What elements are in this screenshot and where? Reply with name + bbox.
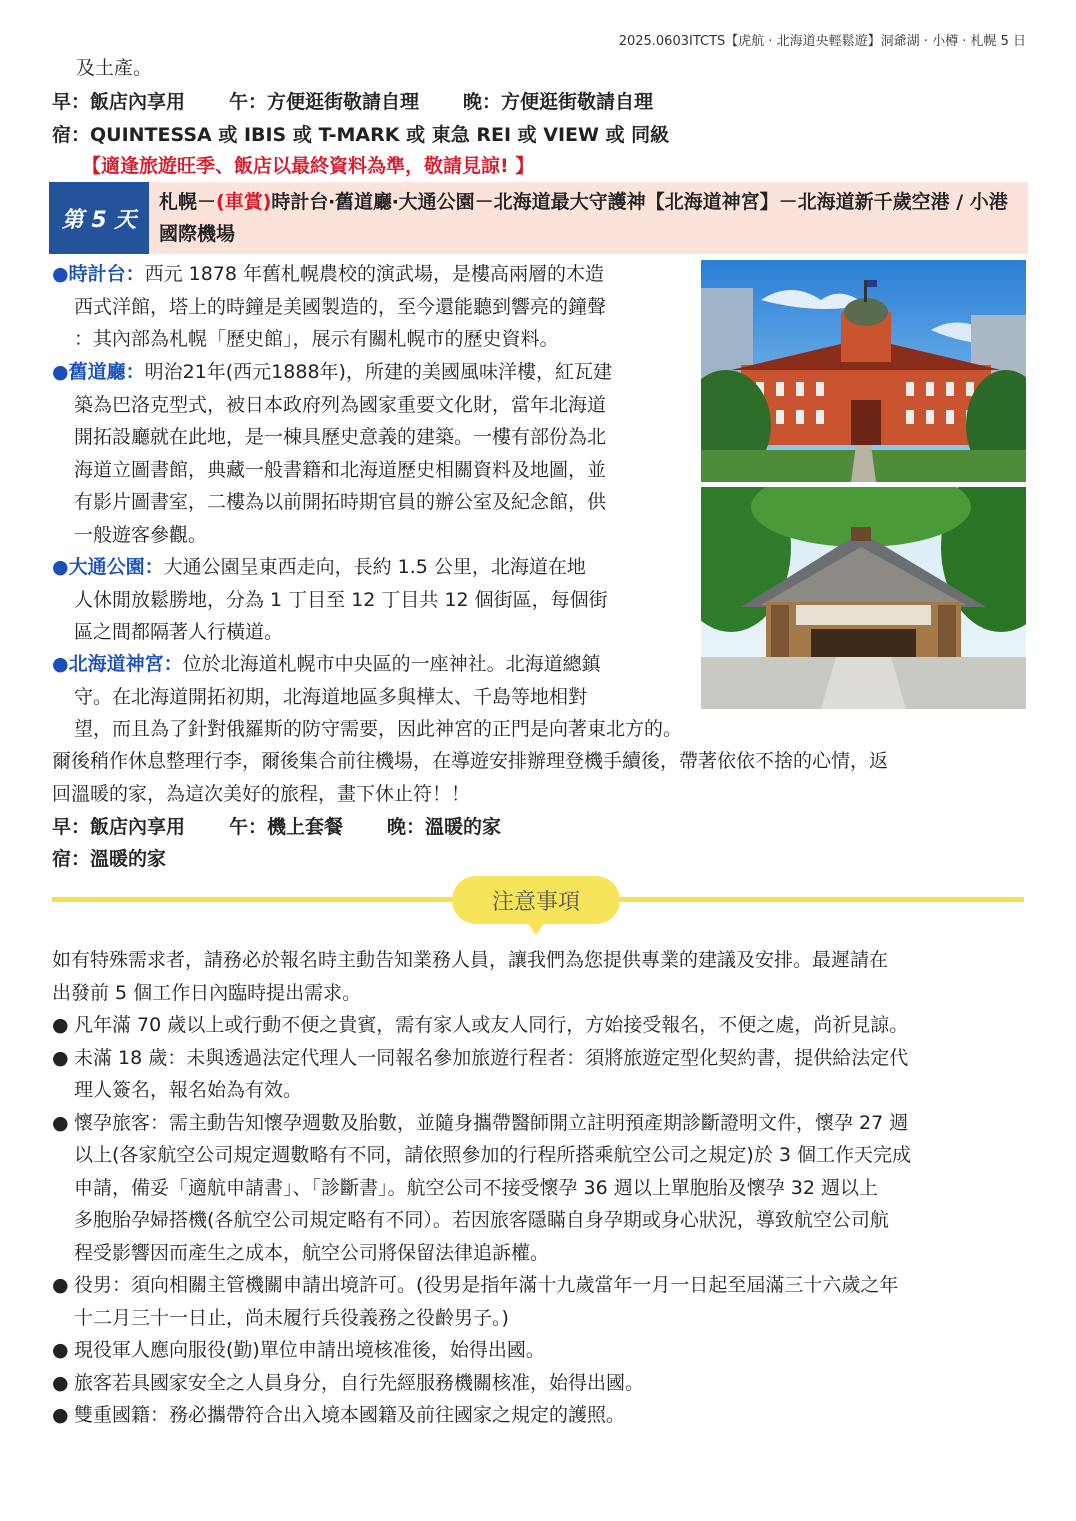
notice-item — [52, 1399, 1030, 1432]
attraction-name: ●時計台： — [52, 263, 145, 285]
notice-item-line: 役男：須向相關主管機關申請出境許可。(役男是指年滿十九歲當年一月一日起至屆滿三十六歲之年 — [74, 1274, 899, 1296]
lunch-label: 午：方便逛街敬請自理 — [229, 91, 420, 113]
attraction-line: ：其內部為札幌「歷史館」，展示有關札幌市的歷史資料。 — [74, 328, 559, 350]
notice-item — [52, 1334, 1030, 1367]
notice-item-line: 雙重國籍：務必攜帶符合出入境本國籍及前往國家之規定的護照。 — [74, 1404, 626, 1426]
notice-pill-tail — [526, 921, 546, 935]
notice-item-line: 凡年滿 70 歲以上或行動不便之貴賓，需有家人或友人同行，方始接受報名，不便之處，尚祈見諒。 — [74, 1014, 909, 1036]
notice-item-line: 申請，備妥「適航申請書」、「診斷書」。航空公司不接受懷孕 36 週以上單胞胎及懷孕 32 週以上 — [74, 1176, 879, 1199]
notice-item — [52, 1269, 1030, 1334]
bullet-icon: ● — [52, 1111, 69, 1134]
prev-day-hotel: 宿：QUINTESSA 或 IBIS 或 T-MARK 或 東急 REI 或 VIEW 或 同級 — [52, 124, 670, 146]
notice-item — [52, 1107, 1030, 1270]
attraction-line: 大通公園呈東西走向，長約 1.5 公里，北海道在地 — [163, 556, 586, 578]
attraction-clock-tower — [52, 258, 692, 356]
lunch-label: 午：機上套餐 — [229, 816, 344, 838]
notice-item-line: 現役軍人應向服役(勤)單位申請出境核准後，始得出國。 — [74, 1339, 545, 1361]
attraction-name: ●大通公園： — [52, 556, 164, 578]
notice-item-line: 未滿 18 歲：未與透過法定代理人一同報名參加旅遊行程者：須將旅遊定型化契約書，提供給法定代 — [74, 1046, 909, 1069]
notice-list — [52, 944, 1030, 1432]
notice-intro-line: 如有特殊需求者，請務必於報名時主動告知業務人員，讓我們為您提供專業的建議及安排。最遲請在 — [52, 949, 889, 971]
attraction-name: ●舊道廳： — [52, 361, 145, 383]
day-title-prefix: 札幌－ — [159, 191, 217, 213]
prev-day-tail-text: 及土產。 — [76, 57, 153, 79]
day-5-hotel: 宿：溫暖的家 — [52, 848, 167, 870]
attraction-line: 守。在北海道開拓初期，北海道地區多與樺太、千島等地相對 — [74, 685, 588, 708]
notice-item — [52, 1367, 1030, 1400]
breakfast-label: 早：飯店內享用 — [52, 91, 186, 113]
attraction-line: 人休閒放鬆勝地，分為 1 丁目至 12 丁目共 12 個街區，每個街 — [74, 588, 608, 611]
document-code-header: 2025.0603ITCTS【虎航 · 北海道央輕鬆遊】洞爺湖 · 小樽 · 札幌 5 日 — [618, 34, 1026, 49]
attraction-line: 一般遊客參觀。 — [74, 523, 208, 546]
hotel-notice: 【適逢旅遊旺季、飯店以最終資料為準，敬請見諒! 】 — [82, 155, 535, 177]
closing-line-2: 回溫暖的家，為這次美好的旅程，畫下休止符！！ — [52, 783, 471, 805]
day-5-banner — [49, 182, 1028, 254]
breakfast-label: 早：飯店內享用 — [52, 816, 186, 838]
attraction-line: 望，而且為了針對俄羅斯的防守需要，因此神宮的正門是向著東北方的。 — [74, 718, 683, 740]
bullet-icon: ● — [52, 1339, 69, 1361]
day-title-rest: 時計台‧舊道廳‧大通公園－北海道最大守護神【北海道神宮】－北海道新千歲空港 / 小港國際機場 — [159, 191, 1008, 245]
notice-item-line: 以上(各家航空公司規定週數略有不同，請依照參加的行程所搭乘航空公司之規定)於 3 個工作天完成 — [74, 1144, 911, 1166]
bullet-icon: ● — [52, 1014, 69, 1036]
hokkaido-shrine-photo — [701, 487, 1026, 709]
bullet-icon: ● — [52, 1404, 69, 1426]
notice-item — [52, 1042, 1030, 1107]
notice-item-line: 懷孕旅客：需主動告知懷孕週數及胎數，並隨身攜帶醫師開立註明預產期診斷證明文件，懷孕 27 週 — [74, 1111, 909, 1134]
day-title-tag: (車賞) — [216, 191, 272, 213]
attraction-line: 明治21年(西元1888年)，所建的美國風味洋樓，紅瓦建 — [144, 361, 612, 383]
notice-item-line: 理人簽名，報名始為有效。 — [74, 1079, 303, 1101]
day-5-meals — [52, 811, 501, 843]
notice-item-line: 程受影響因而產生之成本，航空公司將保留法律追訴權。 — [74, 1241, 550, 1264]
day-badge: 第 5 天 — [49, 182, 149, 254]
bullet-icon: ● — [52, 1274, 69, 1296]
attraction-name: ●北海道神宮： — [52, 653, 183, 675]
notice-heading: 注意事項 — [452, 876, 620, 924]
dinner-label: 晚：溫暖的家 — [387, 816, 502, 838]
notice-intro — [52, 944, 1030, 1009]
notice-item-line: 十二月三十一日止，尚未履行兵役義務之役齡男子。) — [74, 1306, 509, 1329]
attraction-line: 西式洋館，塔上的時鐘是美國製造的，至今還能聽到響亮的鐘聲 — [74, 295, 607, 318]
prev-day-meals — [52, 86, 653, 118]
former-government-office-photo — [701, 260, 1026, 482]
attraction-line: 位於北海道札幌市中央區的一座神社。北海道總鎮 — [182, 653, 601, 675]
attraction-line: 西元 1878 年舊札幌農校的演武場，是樓高兩層的木造 — [144, 263, 605, 285]
attraction-line: 開拓設廳就在此地，是一棟具歷史意義的建築。一樓有部份為北 — [74, 426, 607, 448]
attraction-line: 區之間都隔著人行橫道。 — [74, 621, 284, 643]
notice-item — [52, 1009, 1030, 1042]
dinner-label: 晚：方便逛街敬請自理 — [463, 91, 654, 113]
day-title — [159, 186, 1021, 250]
closing-line-1: 爾後稍作休息整理行李，爾後集合前往機場，在導遊安排辦理登機手續後，帶著依依不捨的心情，返 — [52, 750, 889, 772]
attraction-line: 築為巴洛克型式，被日本政府列為國家重要文化財，當年北海道 — [74, 393, 607, 416]
notice-item-line: 多胞胎孕婦搭機(各航空公司規定略有不同）。若因旅客隱瞞自身孕期或身心狀況，導致航空公司航 — [74, 1209, 889, 1231]
notice-item-line: 旅客若具國家安全之人員身分，自行先經服務機關核准，始得出國。 — [74, 1371, 645, 1394]
bullet-icon: ● — [52, 1371, 69, 1394]
attraction-odori-park — [52, 551, 692, 649]
attraction-line: 海道立圖書館，典藏一般書籍和北海道歷史相關資料及地圖，並 — [74, 458, 607, 481]
bullet-icon: ● — [52, 1046, 69, 1069]
attraction-former-government-office — [52, 356, 692, 551]
notice-intro-line: 出發前 5 個工作日內臨時提出需求。 — [52, 981, 362, 1004]
attraction-hokkaido-shrine — [52, 648, 772, 746]
attraction-line: 有影片圖書室，二樓為以前開拓時期官員的辦公室及紀念館，供 — [74, 491, 607, 513]
